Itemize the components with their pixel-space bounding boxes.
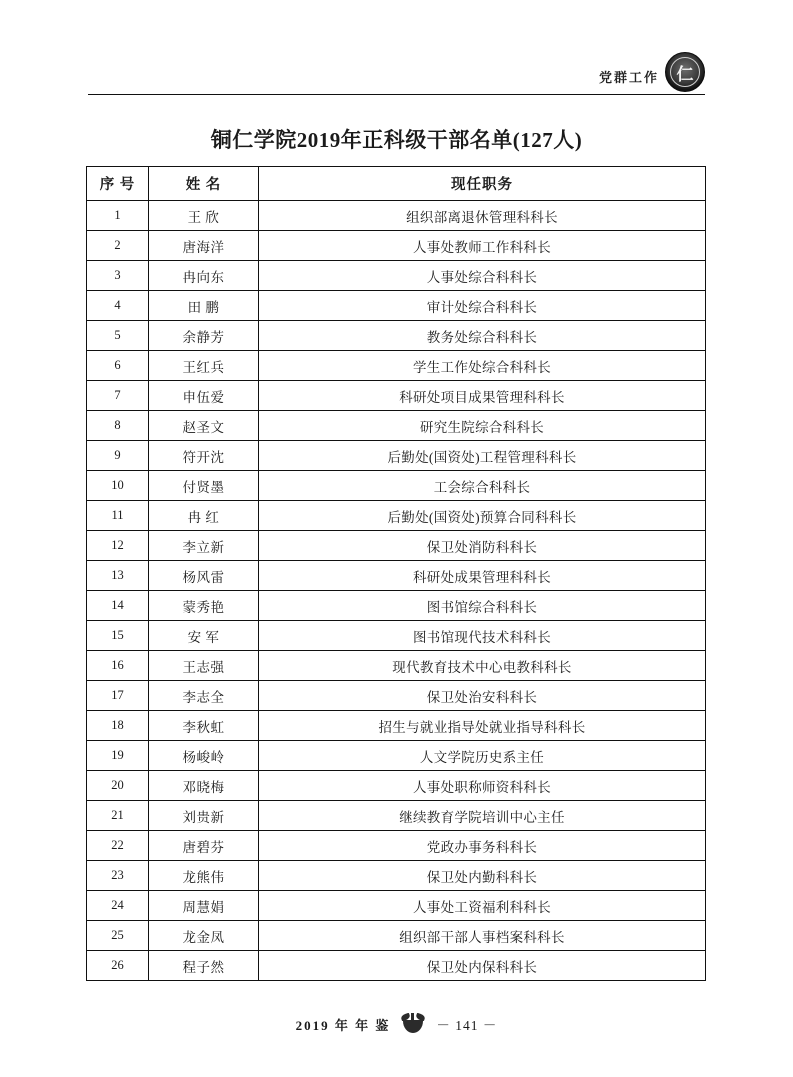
cell-index: 3 xyxy=(87,261,149,291)
table-row xyxy=(87,261,706,291)
cell-post: 人事处工资福利科科长 xyxy=(259,891,706,921)
table-row xyxy=(87,771,706,801)
table-row xyxy=(87,951,706,981)
cell-post: 科研处成果管理科科长 xyxy=(259,561,706,591)
cell-name: 王 欣 xyxy=(149,201,259,231)
cell-name: 唐海洋 xyxy=(149,231,259,261)
cell-name: 蒙秀艳 xyxy=(149,591,259,621)
cell-post: 招生与就业指导处就业指导科科长 xyxy=(259,711,706,741)
cell-index: 7 xyxy=(87,381,149,411)
table-row xyxy=(87,831,706,861)
table-row xyxy=(87,861,706,891)
seal-character: 仁 xyxy=(676,64,694,84)
cell-index: 10 xyxy=(87,471,149,501)
cell-post: 后勤处(国资处)工程管理科科长 xyxy=(259,441,706,471)
table-row xyxy=(87,561,706,591)
cell-post: 审计处综合科科长 xyxy=(259,291,706,321)
cell-name: 周慧娟 xyxy=(149,891,259,921)
cell-index: 5 xyxy=(87,321,149,351)
table-header xyxy=(87,167,706,201)
cell-post: 科研处项目成果管理科科长 xyxy=(259,381,706,411)
cell-name: 余静芳 xyxy=(149,321,259,351)
header-divider xyxy=(88,94,705,95)
header-row xyxy=(88,48,705,92)
cell-name: 龙熊伟 xyxy=(149,861,259,891)
table-row xyxy=(87,231,706,261)
cell-post: 人事处教师工作科科长 xyxy=(259,231,706,261)
column-header-name: 姓 名 xyxy=(149,167,259,201)
cell-post: 学生工作处综合科科长 xyxy=(259,351,706,381)
cell-index: 12 xyxy=(87,531,149,561)
cell-index: 18 xyxy=(87,711,149,741)
cell-post: 组织部离退休管理科科长 xyxy=(259,201,706,231)
cell-post: 保卫处治安科科长 xyxy=(259,681,706,711)
cell-post: 组织部干部人事档案科科长 xyxy=(259,921,706,951)
cell-index: 15 xyxy=(87,621,149,651)
cell-name: 赵圣文 xyxy=(149,411,259,441)
cell-name: 唐碧芬 xyxy=(149,831,259,861)
cell-post: 工会综合科科长 xyxy=(259,471,706,501)
cell-post: 保卫处消防科科长 xyxy=(259,531,706,561)
cell-index: 21 xyxy=(87,801,149,831)
roster-table-container xyxy=(86,166,706,981)
cell-post: 人文学院历史系主任 xyxy=(259,741,706,771)
cell-name: 李志全 xyxy=(149,681,259,711)
table-row xyxy=(87,321,706,351)
cell-post: 人事处职称师资科科长 xyxy=(259,771,706,801)
ornament-bowl xyxy=(403,1020,423,1033)
university-seal-logo xyxy=(665,52,705,92)
cell-name: 李秋虹 xyxy=(149,711,259,741)
cell-index: 1 xyxy=(87,201,149,231)
column-header-index: 序 号 xyxy=(87,167,149,201)
cell-index: 13 xyxy=(87,561,149,591)
cell-index: 20 xyxy=(87,771,149,801)
cell-name: 王红兵 xyxy=(149,351,259,381)
table-body xyxy=(87,201,706,981)
cell-name: 申伍爱 xyxy=(149,381,259,411)
cell-index: 8 xyxy=(87,411,149,441)
cell-name: 安 军 xyxy=(149,621,259,651)
cell-index: 23 xyxy=(87,861,149,891)
cell-index: 16 xyxy=(87,651,149,681)
cell-post: 继续教育学院培训中心主任 xyxy=(259,801,706,831)
table-row xyxy=(87,651,706,681)
table-row xyxy=(87,471,706,501)
table-row xyxy=(87,381,706,411)
column-header-post: 现任职务 xyxy=(259,167,706,201)
table-row xyxy=(87,591,706,621)
cell-name: 冉向东 xyxy=(149,261,259,291)
cell-post: 图书馆综合科科长 xyxy=(259,591,706,621)
footer-year-label: 2019 年 年 鉴 xyxy=(295,1017,391,1033)
cell-index: 19 xyxy=(87,741,149,771)
table-row xyxy=(87,501,706,531)
page-title: 铜仁学院2019年正科级干部名单(127人) xyxy=(210,128,583,152)
table-row xyxy=(87,801,706,831)
cell-post: 教务处综合科科长 xyxy=(259,321,706,351)
cell-name: 付贤墨 xyxy=(149,471,259,501)
cell-index: 11 xyxy=(87,501,149,531)
cell-post: 保卫处内保科科长 xyxy=(259,951,706,981)
table-row xyxy=(87,531,706,561)
cell-name: 符开沈 xyxy=(149,441,259,471)
cell-post: 党政办事务科科长 xyxy=(259,831,706,861)
cell-index: 17 xyxy=(87,681,149,711)
table-row xyxy=(87,741,706,771)
section-title: 党群工作 xyxy=(598,70,659,85)
cell-name: 刘贵新 xyxy=(149,801,259,831)
cell-index: 6 xyxy=(87,351,149,381)
page-footer xyxy=(0,1013,793,1035)
cell-post: 人事处综合科科长 xyxy=(259,261,706,291)
cell-index: 22 xyxy=(87,831,149,861)
page-header xyxy=(88,48,705,96)
table-row xyxy=(87,621,706,651)
cell-index: 26 xyxy=(87,951,149,981)
cell-post: 图书馆现代技术科科长 xyxy=(259,621,706,651)
table-row xyxy=(87,681,706,711)
cell-post: 现代教育技术中心电教科科长 xyxy=(259,651,706,681)
table-row xyxy=(87,921,706,951)
table-row xyxy=(87,201,706,231)
cell-index: 25 xyxy=(87,921,149,951)
table-row xyxy=(87,411,706,441)
cell-name: 程子然 xyxy=(149,951,259,981)
cell-name: 杨峻岭 xyxy=(149,741,259,771)
cell-name: 冉 红 xyxy=(149,501,259,531)
cell-index: 14 xyxy=(87,591,149,621)
cell-index: 4 xyxy=(87,291,149,321)
cell-post: 后勤处(国资处)预算合同科科长 xyxy=(259,501,706,531)
table-row xyxy=(87,711,706,741)
cell-index: 9 xyxy=(87,441,149,471)
page-number: － 141 － xyxy=(436,1018,498,1033)
flower-ornament-icon xyxy=(400,1013,426,1035)
table-row xyxy=(87,441,706,471)
cell-index: 2 xyxy=(87,231,149,261)
cell-post: 研究生院综合科科长 xyxy=(259,411,706,441)
cell-name: 龙金凤 xyxy=(149,921,259,951)
table-row xyxy=(87,291,706,321)
cell-name: 邓晓梅 xyxy=(149,771,259,801)
cell-name: 杨风雷 xyxy=(149,561,259,591)
cell-name: 李立新 xyxy=(149,531,259,561)
cell-name: 田 鹏 xyxy=(149,291,259,321)
table-header-row xyxy=(87,167,706,201)
table-row xyxy=(87,891,706,921)
table-row xyxy=(87,351,706,381)
cell-post: 保卫处内勤科科长 xyxy=(259,861,706,891)
cell-index: 24 xyxy=(87,891,149,921)
cell-name: 王志强 xyxy=(149,651,259,681)
roster-table xyxy=(86,166,706,981)
